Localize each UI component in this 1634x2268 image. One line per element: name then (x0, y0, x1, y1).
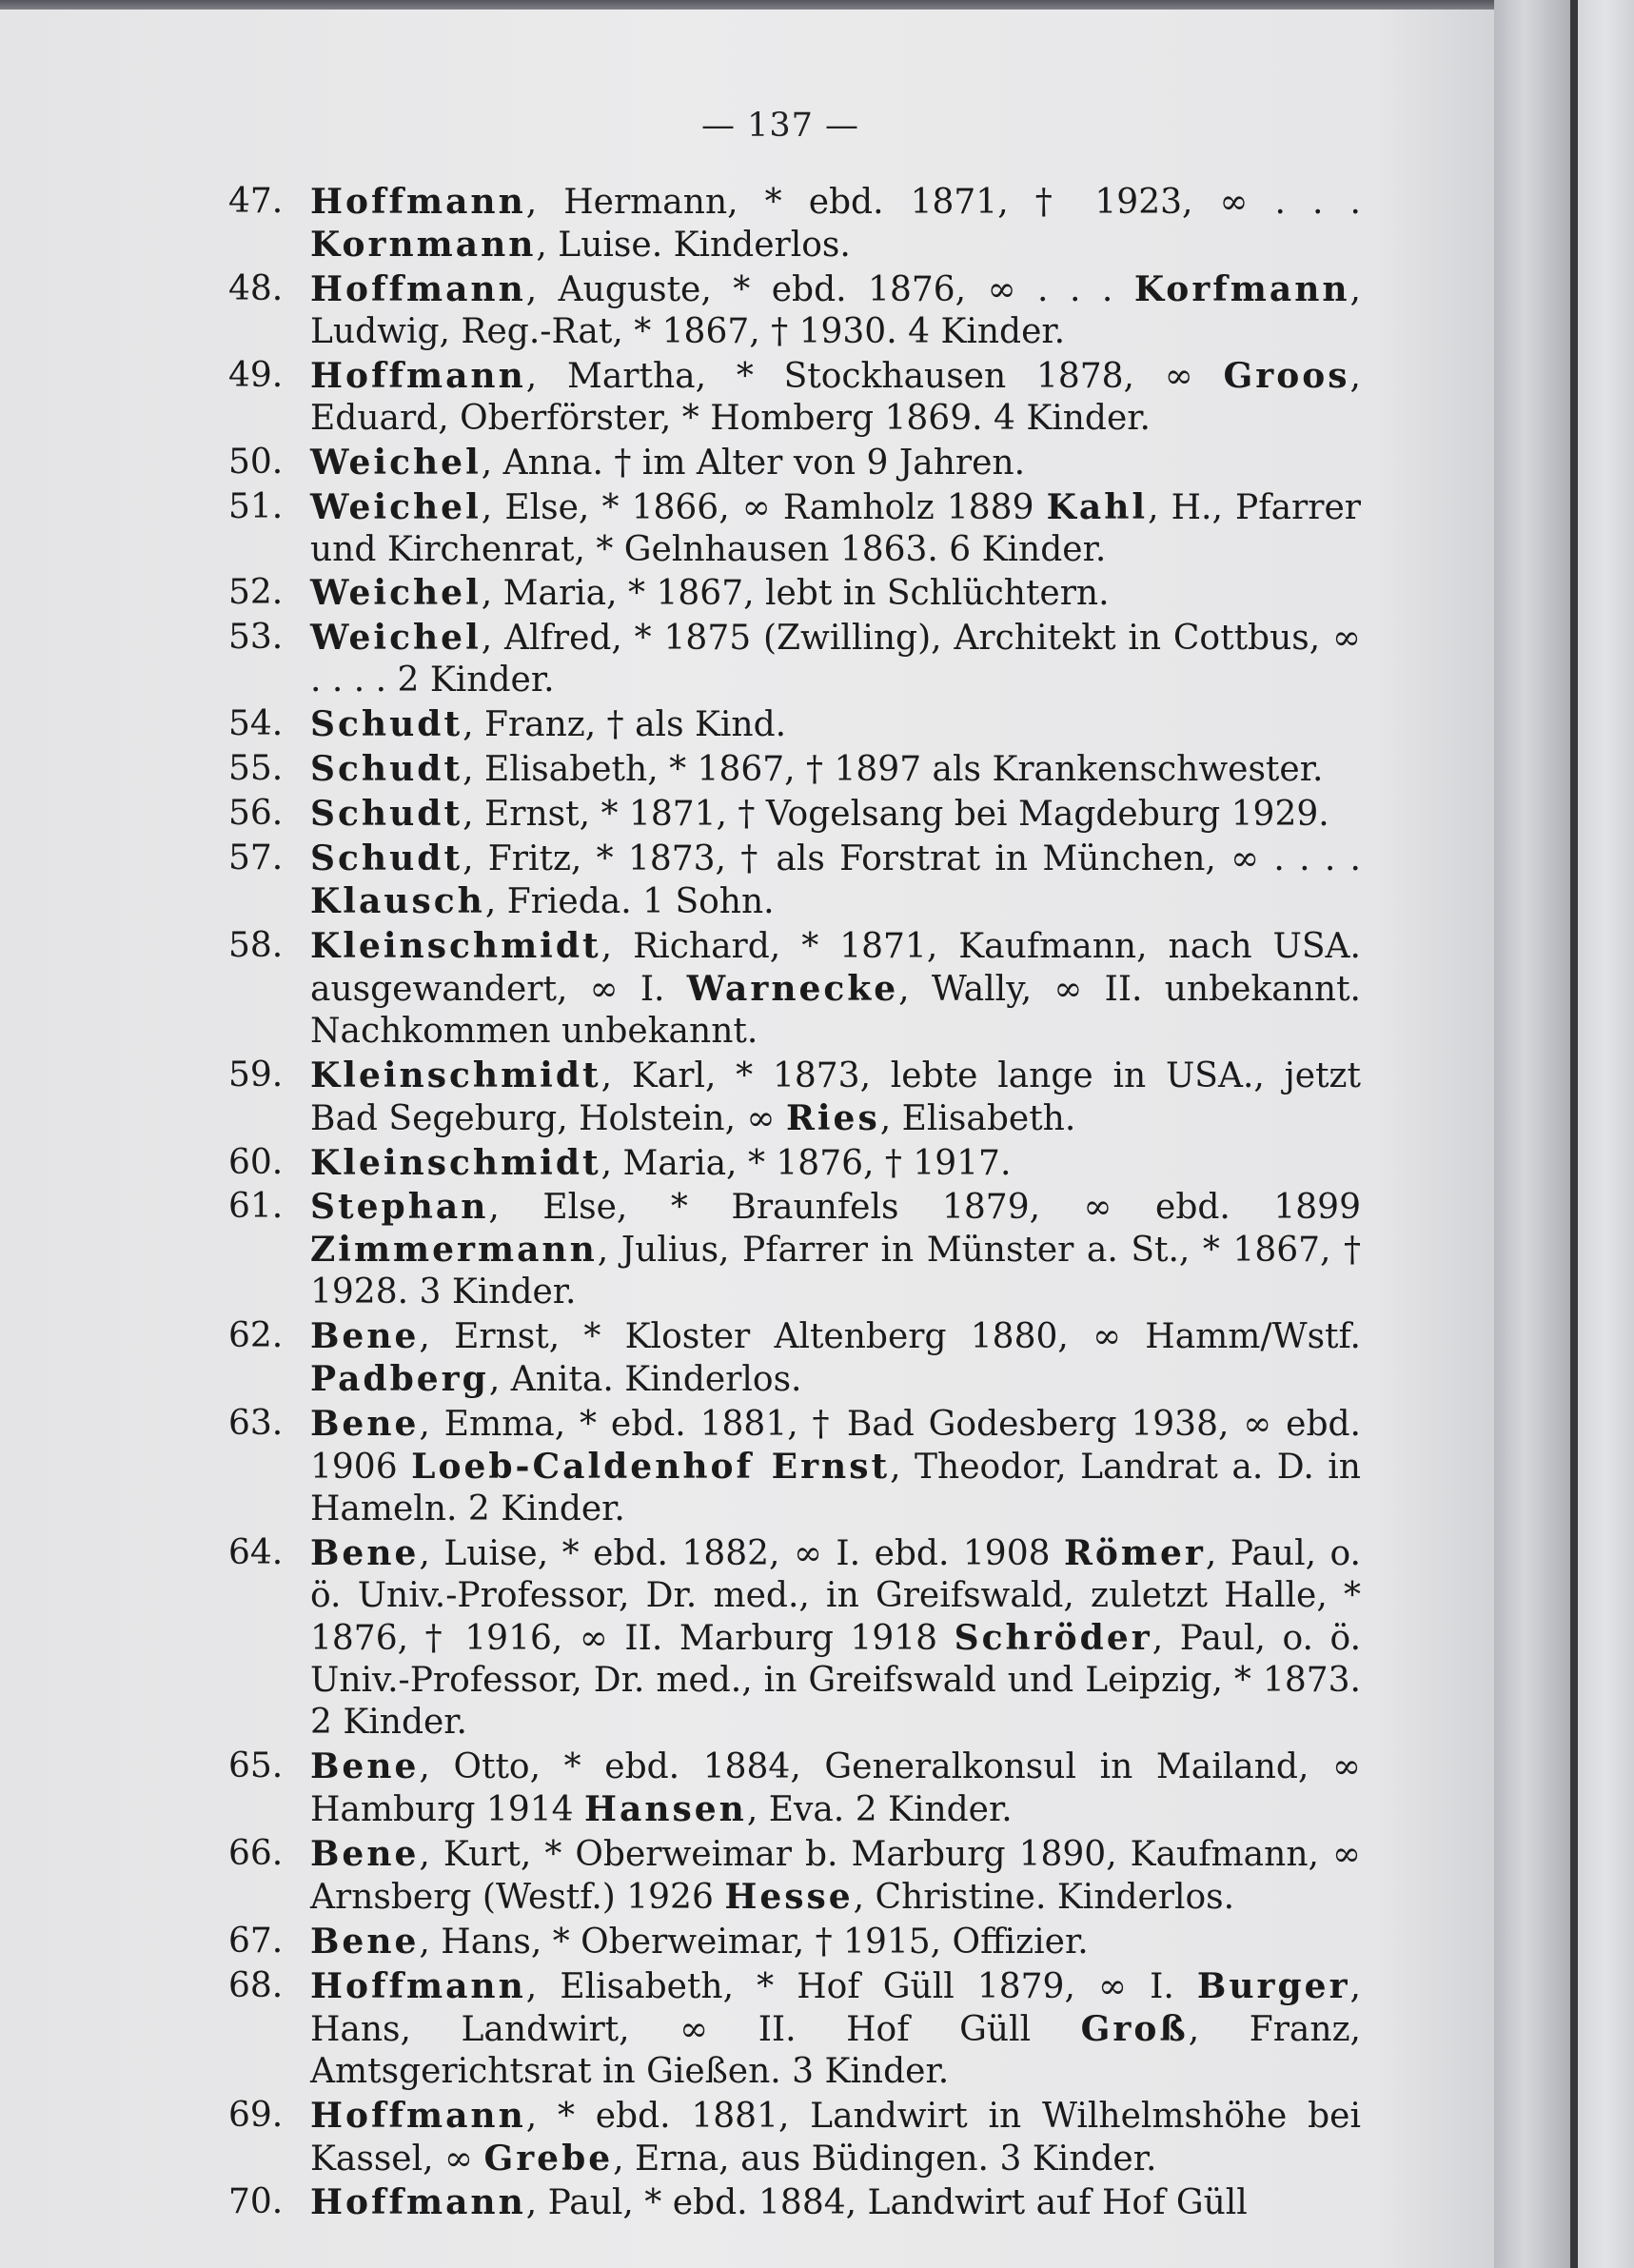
person-surname: Schudt (310, 794, 463, 835)
person-surname: Schudt (310, 838, 463, 878)
book-spine-strip (1570, 0, 1578, 2268)
person-surname: Schudt (310, 749, 463, 790)
person-surname: Hoffmann (310, 2182, 526, 2223)
entry-text: , Hans, Landwirt, ∞ II. Hof Güll (310, 1966, 1361, 2049)
entry-text: , * ebd. 1881, Landwirt in Wilhelmshöhe bei Kassel, ∞ (310, 2096, 1361, 2179)
genealogy-entry (228, 486, 1361, 571)
person-surname: Kleinschmidt (310, 1055, 601, 1095)
entry-text: , Franz, Amtsgerichtsrat in Gießen. 3 Kinder. (310, 2009, 1361, 2091)
entry-number: 53. (228, 618, 284, 658)
person-surname: Hoffmann (310, 355, 526, 396)
genealogy-entry (228, 572, 1361, 615)
genealogy-entry (228, 1403, 1361, 1530)
entry-number: 47. (228, 182, 284, 221)
genealogy-entry (228, 748, 1361, 791)
entry-text: , Fritz, * 1873, † als Forstrat in München, ∞ . . . . (463, 838, 1361, 878)
genealogy-entry (228, 442, 1361, 484)
entry-number: 58. (228, 925, 284, 965)
entry-number: 70. (228, 2182, 284, 2222)
entry-number: 52. (228, 573, 284, 613)
genealogy-entry (228, 1921, 1361, 1963)
person-surname: Bene (310, 1921, 420, 1962)
entry-number: 62. (228, 1316, 284, 1356)
person-surname: Bene (310, 1533, 420, 1574)
person-surname: Korfmann (1133, 268, 1350, 309)
person-surname: Loeb-Caldenhof Ernst (411, 1447, 891, 1488)
genealogy-entry (228, 2095, 1361, 2180)
entry-number: 57. (228, 838, 284, 878)
entry-text: , H., Pfarrer und Kirchenrat, * Gelnhausen 1863. 6 Kinder. (310, 487, 1361, 569)
person-surname: Ries (785, 1097, 880, 1138)
entry-number: 51. (228, 486, 284, 526)
genealogy-entry (228, 617, 1361, 701)
entry-number: 60. (228, 1142, 284, 1182)
entry-number: 65. (228, 1746, 284, 1786)
entry-text: , Wally, ∞ II. unbekannt. Nachkommen unbekannt. (310, 969, 1362, 1051)
entry-text: , Richard, * 1871, Kaufmann, nach USA. ausgewandert, ∞ I. (310, 926, 1361, 1009)
entry-number: 54. (228, 704, 284, 744)
entry-text: , Luise, * ebd. 1882, ∞ I. ebd. 1908 (419, 1534, 1064, 1574)
person-surname: Hansen (583, 1789, 747, 1830)
entry-text: , Franz, † als Kind. (463, 705, 787, 745)
entry-number: 63. (228, 1404, 284, 1444)
person-surname: Hoffmann (310, 268, 526, 309)
entry-number: 49. (228, 355, 284, 395)
person-surname: Kahl (1046, 486, 1149, 527)
person-surname: Hoffmann (310, 182, 526, 222)
entry-number: 68. (228, 1965, 284, 2005)
entry-text: , Eva. 2 Kinder. (746, 1790, 1013, 1830)
entry-number: 55. (228, 749, 284, 789)
genealogy-entry (228, 925, 1361, 1053)
person-surname: Bene (310, 1404, 420, 1445)
person-surname: Kleinschmidt (310, 925, 601, 966)
entry-text: , Maria, * 1867, lebt in Schlüchtern. (481, 574, 1110, 614)
entry-text: , Otto, * ebd. 1884, Generalkonsul in Mailand, ∞ Hamburg 1914 (310, 1747, 1361, 1830)
entry-text: , Else, * Braunfels 1879, ∞ ebd. 1899 (488, 1188, 1361, 1228)
entry-text: , Emma, * ebd. 1881, † Bad Godesberg 1938, ∞ ebd. 1906 (310, 1405, 1361, 1488)
genealogy-entry (228, 1965, 1361, 2093)
entry-number: 48. (228, 268, 284, 308)
entry-text: , Else, * 1866, ∞ Ramholz 1889 (481, 487, 1047, 527)
entry-text: , Anita. Kinderlos. (488, 1360, 802, 1400)
person-surname: Bene (310, 1746, 420, 1787)
entry-text: , Theodor, Landrat a. D. in Hameln. 2 Kinder. (310, 1448, 1361, 1529)
entry-text: , Maria, * 1876, † 1917. (600, 1143, 1012, 1183)
person-surname: Schudt (310, 704, 463, 745)
entry-number: 69. (228, 2095, 284, 2135)
entry-text: , Martha, * Stockhausen 1878, ∞ (525, 356, 1224, 396)
genealogy-entry (228, 181, 1361, 266)
entry-text: , Alfred, * 1875 (Zwilling), Architekt in Cottbus, ∞ . . . . 2 Kinder. (310, 619, 1361, 700)
entry-number: 61. (228, 1187, 284, 1227)
person-surname: Weichel (310, 486, 482, 527)
entry-text: , Christine. Kinderlos. (853, 1877, 1235, 1917)
genealogy-entry (228, 703, 1361, 746)
genealogy-entry (228, 268, 1361, 353)
person-surname: Schröder (954, 1618, 1152, 1659)
entry-text: , Ernst, * Kloster Altenberg 1880, ∞ Hamm/Wstf. (419, 1317, 1361, 1357)
genealogy-entry-list (228, 181, 1361, 2226)
entry-text: , Erna, aus Büdingen. 3 Kinder. (613, 2139, 1157, 2179)
person-surname: Kleinschmidt (310, 1142, 601, 1183)
entry-text: , Frieda. 1 Sohn. (484, 881, 775, 921)
person-surname: Kornmann (310, 225, 537, 265)
page-number: — 137 — (700, 107, 860, 145)
person-surname: Groß (1080, 2008, 1189, 2049)
person-surname: Römer (1063, 1533, 1206, 1574)
person-surname: Hoffmann (310, 2095, 526, 2136)
entry-text: , Kurt, * Oberweimar b. Marburg 1890, Kaufmann, ∞ Arnsberg (Westf.) 1926 (310, 1834, 1361, 1917)
person-surname: Weichel (310, 573, 482, 614)
entry-text: , Ernst, * 1871, † Vogelsang bei Magdeburg 1929. (463, 795, 1329, 835)
person-surname: Bene (310, 1833, 420, 1874)
person-surname: Groos (1223, 355, 1350, 396)
person-surname: Hesse (724, 1876, 854, 1917)
entry-text: , Paul, * ebd. 1884, Landwirt auf Hof Güll (525, 2183, 1248, 2223)
person-surname: Klausch (310, 880, 485, 921)
genealogy-entry (228, 838, 1361, 923)
entry-text: , Karl, * 1873, lebte lange in USA., jetzt Bad Segeburg, Holstein, ∞ (310, 1055, 1361, 1138)
entry-text: , Eduard, Oberförster, * Homberg 1869. 4 Kinder. (310, 356, 1361, 438)
person-surname: Warnecke (686, 968, 899, 1009)
entry-text: , Ludwig, Reg.-Rat, * 1867, † 1930. 4 Kinder. (310, 269, 1361, 351)
entry-text: , Paul, o. ö. Univ.-Professor, Dr. med., in Greifswald und Leipzig, * 1873. 2 Kinder. (310, 1619, 1362, 1743)
person-surname: Grebe (483, 2138, 614, 2179)
entry-text: , Elisabeth. (879, 1098, 1076, 1138)
entry-text: , Julius, Pfarrer in Münster a. St., * 1867, † 1928. 3 Kinder. (310, 1231, 1361, 1312)
entry-text: , Paul, o. ö. Univ.-Professor, Dr. med., in Greifswald, zuletzt Halle, * 1876, † 1916, ∞ II. Marburg 1918 (310, 1534, 1361, 1659)
entry-text: , Luise. Kinderlos. (536, 226, 851, 265)
genealogy-entry (228, 1745, 1361, 1831)
genealogy-entry (228, 1833, 1361, 1919)
genealogy-entry (228, 1532, 1361, 1744)
genealogy-entry (228, 2181, 1361, 2224)
entry-text: , Anna. † im Alter von 9 Jahren. (481, 443, 1026, 483)
entry-number: 64. (228, 1533, 284, 1573)
person-surname: Burger (1196, 1965, 1350, 2006)
book-cover-board (1578, 0, 1634, 2268)
genealogy-entry (228, 355, 1361, 440)
entry-text: , Auguste, * ebd. 1876, ∞ . . . (525, 269, 1134, 309)
entry-number: 50. (228, 442, 284, 482)
person-surname: Bene (310, 1316, 420, 1357)
entry-number: 66. (228, 1833, 284, 1873)
entry-text: , Elisabeth, * 1867, † 1897 als Krankenschwester. (463, 750, 1324, 790)
genealogy-entry (228, 1055, 1361, 1140)
person-surname: Stephan (310, 1187, 489, 1228)
book-page (0, 10, 1494, 2268)
entry-text: , Elisabeth, * Hof Güll 1879, ∞ I. (525, 1966, 1197, 2006)
genealogy-entry (228, 1315, 1361, 1401)
person-surname: Padberg (310, 1359, 489, 1400)
genealogy-entry (228, 793, 1361, 836)
person-surname: Weichel (310, 618, 482, 659)
entry-number: 67. (228, 1921, 284, 1961)
entry-number: 56. (228, 794, 284, 834)
entry-text: , Hans, * Oberweimar, † 1915, Offizier. (419, 1922, 1089, 1962)
person-surname: Zimmermann (310, 1230, 598, 1271)
genealogy-entry (228, 1186, 1361, 1313)
entry-text: , Hermann, * ebd. 1871, † 1923, ∞ . . . (525, 183, 1361, 222)
entry-number: 59. (228, 1055, 284, 1095)
person-surname: Hoffmann (310, 1965, 526, 2006)
person-surname: Weichel (310, 442, 482, 483)
genealogy-entry (228, 1142, 1361, 1185)
book-gutter (1494, 0, 1570, 2268)
